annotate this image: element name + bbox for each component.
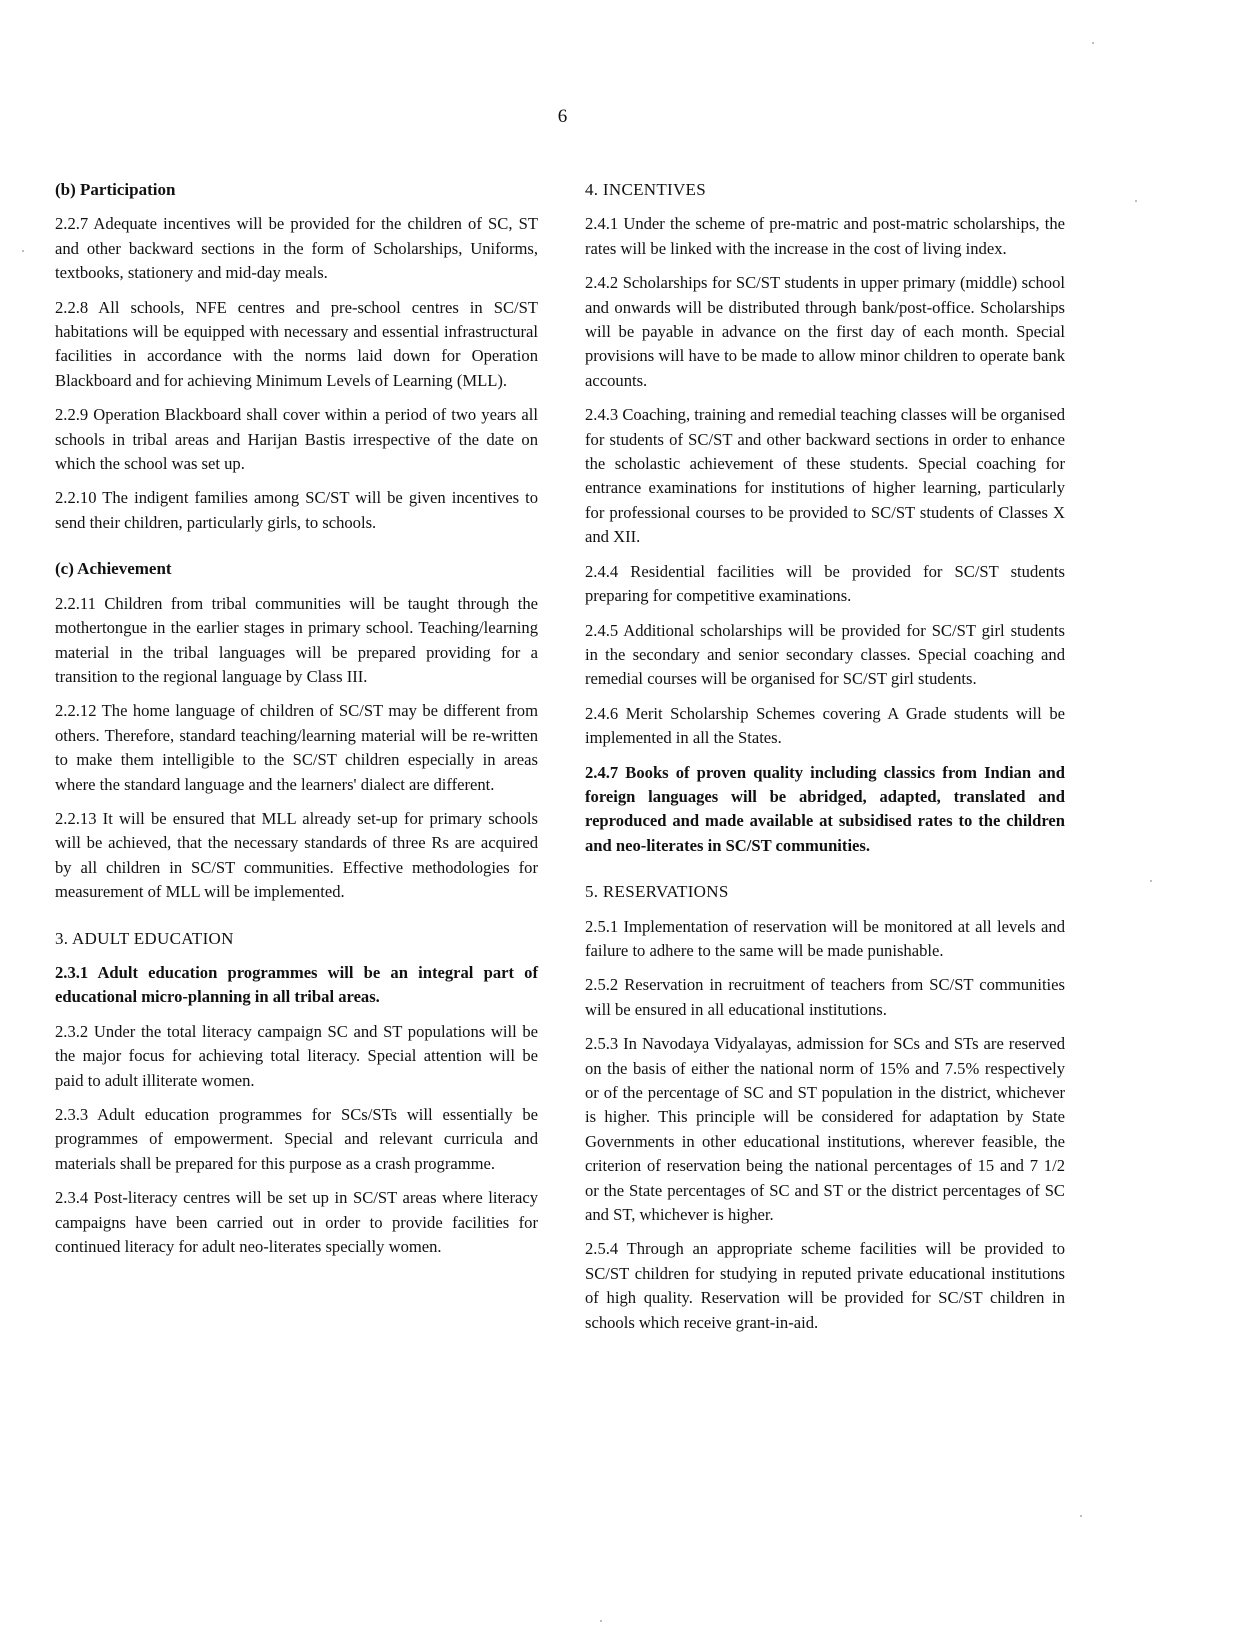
paragraph-2-3-3: 2.3.3 Adult education programmes for SCs/STs will essentially be programmes of empowerment. Special and relevant curricula and materials shall be prepared for this purpose as a crash programme.: [55, 1105, 538, 1173]
reservations-heading: 5. RESERVATIONS: [585, 882, 729, 902]
paragraph-2-4-2: 2.4.2 Scholarships for SC/ST students in upper primary (middle) school and onwards will be distributed through bank/post-office. Scholarships will be payable in advance on the first day of each month. Special provisions will have to be made to allow minor children to operate bank accounts.: [585, 273, 1065, 390]
paragraph-2-5-3: 2.5.3 In Navodaya Vidyalayas, admission for SCs and STs are reserved on the basis of either the national norm of 15% and 7.5% respectively or of the percentage of SC and ST population in the district, whichever is higher. This principle will be considered for adaptation by State Governments in other educational institutions, wherever feasible, the criterion of reservation being the national percentages of 15 and 7 1/2 or the State percentages of SC and ST or the district percentages of SC and ST, whichever is higher.: [585, 1034, 1065, 1225]
scan-speck: [1080, 1515, 1082, 1517]
achievement-heading: (c) Achievement: [55, 559, 172, 579]
paragraph-2-2-7: 2.2.7 Adequate incentives will be provided for the children of SC, ST and other backward sections in the form of Scholarships, Uniforms, textbooks, stationery and mid-day meals.: [55, 214, 538, 283]
paragraph-2-2-12: 2.2.12 The home language of children of SC/ST may be different from others. Therefore, standard teaching/learning material will be re-written to make them intelligible to the SC/ST children especially in areas where the standard language and the learners' dialect are different.: [55, 701, 538, 794]
paragraph-2-2-13: 2.2.13 It will be ensured that MLL already set-up for primary schools will be achieved, that the necessary standards of three Rs are acquired by all children in SC/ST communities. Effective methodologies for measurement of MLL will be implemented.: [55, 808, 538, 902]
scan-speck: [600, 1620, 602, 1622]
scan-speck: [22, 250, 24, 252]
scan-speck: [1135, 200, 1137, 202]
paragraph-2-4-5: 2.4.5 Additional scholarships will be provided for SC/ST girl students in the secondary and senior secondary classes. Special coaching and remedial courses will be organised for SC/ST girl students.: [585, 620, 1065, 689]
paragraph-2-4-4: 2.4.4 Residential facilities will be provided for SC/ST students preparing for competitive examinations.: [585, 561, 1065, 606]
paragraph-2-5-1: 2.5.1 Implementation of reservation will be monitored at all levels and failure to adhere to the same will be made punishable.: [585, 916, 1065, 960]
paragraph-2-5-4: 2.5.4 Through an appropriate scheme facilities will be provided to SC/ST children for studying in reputed private educational institutions of high quality. Reservation will be provided for SC/ST children in schools which receive grant-in-aid.: [585, 1239, 1065, 1332]
participation-heading: (b) Participation: [55, 180, 176, 199]
paragraph-2-4-1: 2.4.1 Under the scheme of pre-matric and post-matric scholarships, the rates will be linked with the increase in the cost of living index.: [585, 214, 1065, 258]
paragraph-2-2-8: 2.2.8 All schools, NFE centres and pre-school centres in SC/ST habitations will be equipped with necessary and essential infrastructural facilities in accordance with the norms laid down for Operation Blackboard and for achieving Minimum Levels of Learning (MLL).: [55, 297, 538, 390]
scan-speck: [1092, 42, 1094, 44]
paragraph-2-4-6: 2.4.6 Merit Scholarship Schemes covering A Grade students will be implemented in all the States.: [585, 703, 1065, 748]
page-number: 6: [557, 106, 568, 127]
paragraph-2-4-3: 2.4.3 Coaching, training and remedial teaching classes will be organised for students of SC/ST and other backward sections in order to enhance the scholastic achievement of these students. Special coaching for entrance examinations for institutions of higher learning, particularly for professional courses to be provided to SC/ST students of Classes X and XII.: [585, 405, 1065, 547]
adult-education-heading: 3. ADULT EDUCATION: [55, 928, 234, 948]
left-column: [55, 178, 538, 1269]
paragraph-2-2-10: 2.2.10 The indigent families among SC/ST will be given incentives to send their children, particularly girls, to schools.: [55, 488, 538, 532]
incentives-heading: 4. INCENTIVES: [585, 180, 706, 199]
right-column: [585, 178, 1065, 1345]
paragraph-2-3-4: 2.3.4 Post-literacy centres will be set up in SC/ST areas where literacy campaigns have been carried out in order to provide facilities for continued literacy for adult neo-literates specially women.: [55, 1188, 538, 1257]
paragraph-2-4-7: 2.4.7 Books of proven quality including classics from Indian and foreign languages will be abridged, adapted, translated and reproduced and made available at subsidised rates to the children and neo-literates in SC/ST communities.: [585, 762, 1065, 855]
paragraph-2-2-11: 2.2.11 Children from tribal communities will be taught through the mothertongue in the earlier stages in primary school. Teaching/learning material in the tribal languages will be prepared providing for a transition to the regional language by Class III.: [55, 593, 538, 686]
paragraph-2-3-2: 2.3.2 Under the total literacy campaign SC and ST populations will be the major focus for achieving total literacy. Special attention will be paid to adult illiterate women.: [55, 1021, 538, 1090]
paragraph-2-3-1: 2.3.1 Adult education programmes will be an integral part of educational micro-planning in all tribal areas.: [55, 962, 538, 1007]
paragraph-2-5-2: 2.5.2 Reservation in recruitment of teachers from SC/ST communities will be ensured in all educational institutions.: [585, 975, 1065, 1019]
scan-speck: [1150, 880, 1152, 882]
paragraph-2-2-9: 2.2.9 Operation Blackboard shall cover within a period of two years all schools in tribal areas and Harijan Bastis irrespective of the date on which the school was set up.: [55, 405, 538, 474]
